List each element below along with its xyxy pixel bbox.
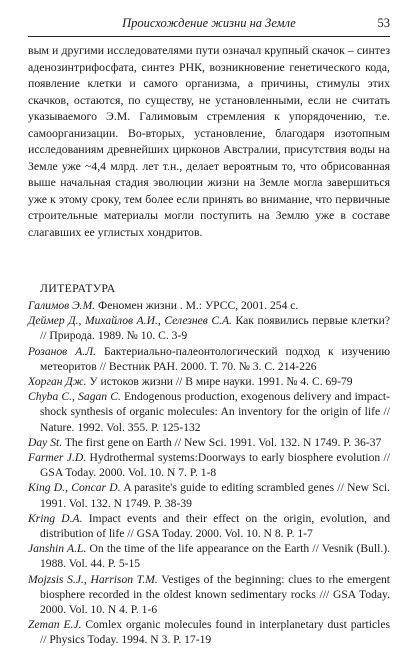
reference-text: Hydrothermal systems:Doorways to early biosphere evolution // GSA Today. 2000. Vol. 10. N 7. P. 1-8 bbox=[40, 451, 390, 480]
reference-text: The first gene on Earth // New Sci. 1991. Vol. 132. N 1749. P. 36-37 bbox=[64, 435, 382, 449]
reference-authors: Day St. bbox=[28, 435, 63, 449]
reference-text: On the time of the life appearance on the Earth // Vesnik (Bull.). 1988. Vol. 44. P. 5-15 bbox=[40, 542, 390, 571]
reference-text: A parasite's guide to editing scrambled genes // New Sci. 1991. Vol. 132. N 1749. P. 38-39 bbox=[40, 481, 390, 510]
reference-item bbox=[28, 435, 390, 450]
reference-item bbox=[28, 541, 390, 571]
reference-item bbox=[28, 374, 390, 389]
reference-item bbox=[28, 298, 390, 313]
reference-authors: King D., Concar D. bbox=[28, 481, 121, 495]
references-list bbox=[28, 298, 390, 648]
reference-authors: Farmer J.D. bbox=[28, 451, 87, 465]
reference-text: Impact events and their effect on the origin, evolution, and distribution of life // GSA Today. 2000. Vol. 10. N 8. P. 1-7 bbox=[40, 511, 390, 541]
running-title: Происхождение жизни на Земле bbox=[122, 16, 296, 30]
reference-authors: Деймер Д., Михайлов А.И., Селезнев С.А. bbox=[28, 314, 232, 328]
reference-text: Феномен жизни . М.: УРСС, 2001. 254 с. bbox=[98, 299, 299, 312]
reference-text: Бактериально-палеонтологический подход к изучению метеоритов // Вестник РАН. 2000. Т. 70. № 3. С. 214-226 bbox=[40, 344, 390, 373]
reference-authors: Chyba C., Sagan C. bbox=[28, 390, 121, 404]
body-paragraph: вым и другими исследователями пути означал крупный скачок – синтез аденозинтрифосфата, синтез РНК, возникновение генетического кода, появление клетки и самого организма, а причины, стимулы этих скачков, остаются, по существу, не установленными, если не считать указываемого Э.М. Галимовым стремления к упорядочению, т.е. самоорганизации. Во-вторых, установление, благодаря изотопным исследованиям древнейших цирконов Австралии, присутствия воды на Земле уже ~4,4 млрд. лет т.н., делает вероятным то, что обрисованная выше начальная стадия эволюции жизни на Земле могла завершиться уже к этому сроку, тем более если принять во внимание, что первичные строительные материалы могли поступить на Землю уже в составе слагавших ее углистых хондритов. bbox=[28, 43, 390, 239]
reference-text: Comlex organic molecules found in interplanetary dust particles // Physics Today. 1994. N 3. P. 17-19 bbox=[40, 618, 390, 647]
reference-item bbox=[28, 480, 390, 510]
reference-text: Endogenous production, exogenous delivery and impact-shock synthesis of organic molecules: An inventory for the origin of life // Nature. 1992. Vol. 355. P. 125-132 bbox=[40, 390, 390, 434]
page-number: 53 bbox=[377, 16, 390, 30]
page-header bbox=[28, 14, 390, 37]
reference-authors: Розанов А.Л. bbox=[28, 344, 96, 358]
reference-authors: Хорган Дж. bbox=[28, 375, 87, 389]
reference-item bbox=[28, 617, 390, 647]
reference-authors: Галимов Э.М. bbox=[28, 299, 96, 312]
reference-text: Как появились первые клетки? // Природа. 1989. № 10. С. 3-9 bbox=[40, 314, 390, 343]
reference-item bbox=[28, 511, 390, 541]
reference-item bbox=[28, 450, 390, 480]
reference-text: Vestiges of the beginning: clues to rhe emergent biosphere recorded in the oldest known sedimentary rocks /// GSA Today. 2000. Vol. 10. N 4. P. 1-6 bbox=[40, 572, 390, 617]
reference-text: У истоков жизни // В мире науки. 1991. № 4. С. 69-79 bbox=[89, 375, 353, 389]
reference-item bbox=[28, 572, 390, 618]
reference-item bbox=[28, 344, 390, 374]
reference-authors: Kring D.A. bbox=[28, 511, 83, 525]
reference-authors: Mojzsis S.J., Harrison T.M. bbox=[28, 572, 158, 586]
references-heading: ЛИТЕРАТУРА bbox=[40, 281, 116, 295]
reference-authors: Zeman E.J. bbox=[28, 618, 82, 632]
reference-authors: Janshin A.L. bbox=[28, 542, 87, 556]
reference-item bbox=[28, 389, 390, 435]
reference-item bbox=[28, 313, 390, 343]
